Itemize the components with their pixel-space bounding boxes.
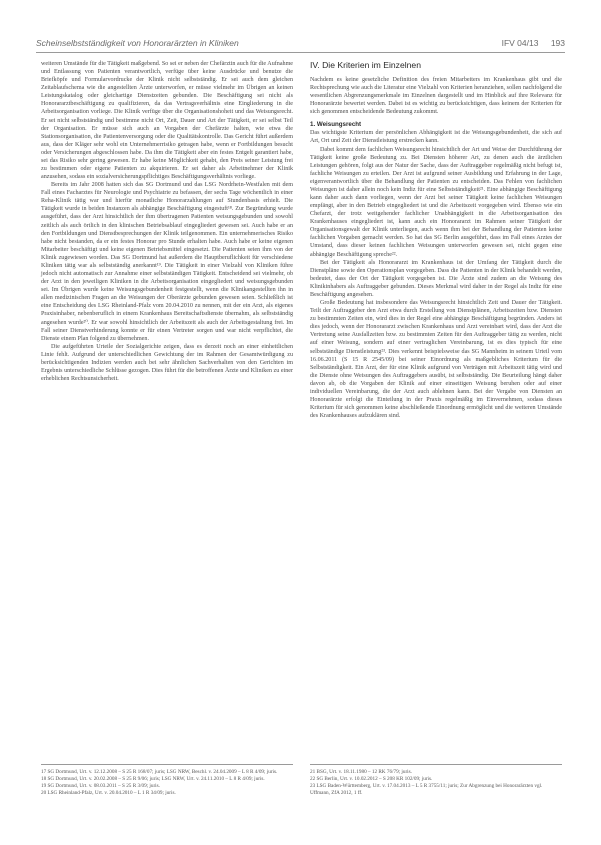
- page-number: 193: [550, 38, 565, 48]
- footnote: 17 SG Dortmund, Urt. v. 12.12.2008 – S 25 R 168/07; juris; LSG NRW, Beschl. v. 24.04.2009 – L 8 R 4/09; juris.: [41, 769, 278, 775]
- section-intro: Nachdem es keine gesetzliche Definition des freien Mitarbeiters im Krankenhaus gibt und die Rechtsprechung wie auch die Literatur eine Vielzahl von Kriterien heranziehen, sollen nachfolgend die wesentlichen Abgrenzungsmerkmale im Einzelnen dargestellt und im Hinblick auf ihre Relevanz für Honorarärzte bewertet werden. Dabei ist es wichtig zu berücksichtigen, dass keinem der Kriterien für sich genommen entscheidende Bedeutung zukommt.: [310, 77, 562, 116]
- footnote: 20 LSG Rheinland-Pfalz, Urt. v. 20.04.2010 – L 1 R 34/09; juris.: [41, 789, 176, 796]
- footnote: 18 SG Dortmund, Urt. v. 20.02.2008 – S 25 R 9/06; juris; LSG NRW, Urt. v. 24.11.2010 – L 8 R 4/09; juris.: [41, 775, 265, 782]
- body-paragraph: Bei der Tätigkeit als Honorararzt im Krankenhaus ist der Umfang der Tätigkeit durch die Dienstpläne sowie den Operationsplan vorgegeben. Dass die Patienten in der Klinik behandelt werden, bedeutet, dass der Ort der Tätigkeit vorgegeben ist. Die Ärzte sind zudem an die Weisung des Klinikinhabers als Auftraggeber gebunden. Dieses Merkmal wird daher in der Regel als Indiz für eine Beschäftigung angesehen.: [310, 259, 562, 298]
- body-paragraph: Das wichtigste Kriterium der persönlichen Abhängigkeit ist die Weisungsgebundenheit, die sich auf Art, Ort und Zeit der Dienstleistung erstrecken kann.: [310, 130, 562, 145]
- footnotes-left: [41, 764, 293, 797]
- body-paragraph: Bereits im Jahr 2008 hatten sich das SG Dortmund und das LSG Nordrhein-Westfalen mit dem Fall eines Facharztes für Neurologie und Psychiatrie zu befassen, der sechs Tage wöchentlich in einer Reha-Klinik tätig war und hierfür monatliche Honorarzahlungen auf Stundenbasis erhielt. Die Tätigkeit wurde in beiden Instanzen als abhängige Beschäftigung eingestuft¹⁸. Zur Begründung wurde ausgeführt, dass der Arzt hinsichtlich der ihm übertragenen Patienten weisungsgebunden und sowohl zeitlich als auch örtlich in den klinischen Betriebsablauf eingegliedert gewesen sei. Auch habe er an den Fortbildungen und Dienstbesprechungen der Klinik teilgenommen. Ein unternehmerisches Risiko habe nicht bestanden, da er ein festes Honorar pro Stunde erhalten habe. Auch habe er keine eigenen Mitarbeiter beschäftigt und keine eigenen Betriebsmittel eingesetzt. Die Patienten seien ihm von der Klinik zugewiesen worden. Das SG Dortmund hat außerdem die Hauptberuflichkeit für verschiedene Kliniken tätig war als selbstständig anerkannt¹⁹. Die Tätigkeit in einer Vielzahl von Kliniken führe jedoch nicht automatisch zur Annahme einer selbstständigen Tätigkeit. Entscheidend sei vielmehr, ob der Arzt in den jeweiligen Kliniken in die Arbeitsorganisation eingegliedert und weisungsgebunden sei. Im Übrigen wurde keine Weisungsgebundenheit festgestellt, wenn die Klinikangestellten ihn in allen medizinischen Fragen an die Weisungen der Oberärzte gebunden gewesen seien. Schließlich ist eine Entscheidung des LSG Rheinland-Pfalz vom 20.04.2010 zu nennen, mit der ein Arzt, als eigenes Praxisinhaber, nebenberuflich in einem Krankenhaus Bereitschaftsdienste übernahm, als selbstständig angesehen wurde²⁰. Er war sowohl hinsichtlich der Arbeitszeit als auch der Arbeitsgestaltung frei. Im Fall seiner Dienstverhinderung konnte er für einen Vertreter sorgen und war nicht verpflichtet, die Dienste einem Plan folgend zu übernehmen.: [41, 182, 293, 342]
- footnotes-right: [310, 764, 562, 797]
- section-heading: IV. Die Kriterien im Einzelnen: [310, 60, 421, 70]
- footnote: 21 BSG, Urt. v. 18.11.1980 – 12 RK 76/79; juris.: [310, 769, 412, 775]
- left-column: [41, 60, 293, 383]
- subsection-heading: 1. Weisungsrecht: [310, 121, 362, 129]
- footnote: 19 SG Dortmund, Urt. v. 08.03.2011 – S 25 R 3/09; juris.: [41, 782, 160, 789]
- body-paragraph: Dabei kommt dem fachlichen Weisungsrecht hinsichtlich der Art und Weise der Durchführung der Tätigkeit keine große Bedeutung zu. Bei Diensten höherer Art, zu denen auch die ärztlichen Leistungen gehören, folgt aus der Natur der Sache, dass der Auftraggeber regelmäßig nicht befugt ist, fachliche Weisungen zu erteilen. Der Arzt ist aufgrund seiner Ausbildung und Erfahrung in der Lage, eigenverantwortlich über die Behandlung der Patienten zu entscheiden. Das Fehlen von fachlichen Weisungen ist daher allein noch kein Indiz für eine Selbstständigkeit²¹. Eine abhängige Beschäftigung kann daher auch dann vorliegen, wenn der Arzt bei seiner Tätigkeit keine fachlichen Weisungen empfängt, aber in den Betrieb eingegliedert ist und die Arbeitszeit vorgegeben wird. Ebenso wie ein Chefarzt, der trotz weitgehender fachlicher Unabhängigkeit in die Arbeitsorganisation des Krankenhauses eingegliedert ist, kann auch ein Honorararzt im Rahmen seiner Tätigkeit der Organisationsgewalt der Klinik unterliegen, auch wenn ihm bei der Behandlung der Patienten keine fachlichen Vorgaben gemacht werden. So hat das SG Berlin ausgeführt, dass im Fall eines Arztes der Umstand, dass dieser keinen fachlichen Weisungen unterworfen gewesen sei, nicht gegen eine abhängige Beschäftigung spreche²².: [310, 146, 562, 258]
- running-header: [36, 38, 565, 53]
- body-paragraph: Die aufgeführten Urteile der Sozialgerichte zeigen, dass es derzeit noch an einer einheitlichen Linie fehlt. Aufgrund der unterschiedlichen Gewichtung der im Rahmen der Gesamtwürdigung zu berücksichtigenden Indizien werden auch bei sehr ähnlichen Sachverhalten von den Gerichten im Ergebnis unterschiedliche Schlüsse gezogen. Dies führt für die betroffenen Ärzte und Kliniken zu einer erheblichen Rechtsunsicherheit.: [41, 343, 293, 383]
- footnote: 22 SG Berlin, Urt. v. 10.02.2012 – S 208 KR 102/09; juris.: [310, 775, 433, 782]
- right-column: [310, 60, 562, 420]
- issue-label: IFV 04/13: [501, 38, 539, 48]
- body-paragraph: weiteren Umstände für die Tätigkeit maßgebend. So sei er neben der Chefärztin auch für die Aufnahme und Entlassung von Patienten verantwortlich, verfüge über keine Ausdrücke und benutze die Briefköpfe und Formularvordrucke der Klinik nicht selbstständig. Er sei auch dem gleichen Zeitablaufschema wie die angestellten Ärzte unterworfen, er müsse vielmehr im Übrigen an keinen Leistungskatalog oder gleichartige Dienstzeiten gebunden. Die Beschäftigung sei nicht als Honorararztbeschäftigung zu qualifizieren, da das Vertragsverhältnis eine Eingliederung in die Arbeitsorganisation vorliege. Die Klinik verfüge über die Organisationshoheit und das Weisungsrecht. Er sei nicht selbstständig und bestimme nicht Ort, Zeit, Dauer und Art der Tätigkeit, er sei selbst Teil der Organisation. Er müsse sich auch an Vorgaben der Chefärzte halten, wie etwa die Stationsorganisation, die Patientenversorgung oder die Qualitätskontrolle. Das Gericht führt außerdem aus, dass der Kläger sehr wohl ein Unternehmerrisiko getragen habe, wenn er Fortbildungen besucht oder Versicherungen abgeschlossen habe. Da ihm die Tätigkeit aber ein festes Entgelt garantiert habe, sei das Risiko sehr gering gewesen. Er habe keine Möglichkeit gehabt, den Preis seiner Leistung frei zu bestimmen oder eigene Patienten zu akquirieren. Er sei daher als Arbeitnehmer der Klinik anzusehen, sodass ein sozialversicherungspflichtiges Beschäftigungsverhältnis vorliege.: [41, 61, 294, 181]
- footnote: 23 LSG Baden-Württemberg, Urt. v. 17.04.2013 – L 5 R 3755/11; juris; Zur Abgrenzung bei Honorarärzten vgl. Uffmann, ZfA 2012, 1 ff.: [310, 782, 543, 796]
- issue-and-page: [492, 38, 565, 48]
- running-title: Scheinselbstständigkeit von Honorarärzten in Kliniken: [36, 38, 239, 48]
- body-paragraph: Große Bedeutung hat insbesondere das Weisungsrecht hinsichtlich Zeit und Dauer der Tätigkeit. Teilt der Auftraggeber den Arzt etwa durch Erstellung von Dienstplänen, Arbeitszeiten bzw. Diensten zu bestimmten Zeiten ein, wird dies in der Regel eine abhängige Beschäftigung begründen. Anders ist dies jedoch, wenn der Honorararzt zwischen Krankenhaus und Arzt vereinbart wird, dass der Arzt die Vertretung seine Ausfallzeiten bzw. zu bestimmten Zeiten für den Auftraggeber tätig zu werden, nicht auf einer Weisung, sondern auf einer vertraglichen Vereinbarung, ist es dies typisch für eine selbstständige Dienstleistung²³. Dies verkennt beispielsweise das SG Mannheim in seinem Urteil vom 16.06.2011 (S 15 R 2545/09) bei seiner Einordnung als maßgebliches Kriterium für die Selbstständigkeit. Ein Arzt, der für eine Klinik aufgrund von Verträgen mit Arbeitszeit tätig wird und die Dienste ohne Weisungen des Auftraggebers ausübt, ist selbstständig. Die Beurteilung hängt daher davon ab, ob die Vorgaben der Klinik auf einer einseitigen Weisung beruhen oder auf einer individuellen Vereinbarung, die der Arzt auch ablehnen kann. Bei der Vergabe von Diensten an Honorarärzte erfolgt die Einteilung in der Praxis regelmäßig im Einvernehmen, sodass dieses Kriterium für sich genommen keine abschließende Einordnung ermöglicht und die weiteren Umstände des Krankenhauses aufzuklären sind.: [310, 300, 562, 420]
